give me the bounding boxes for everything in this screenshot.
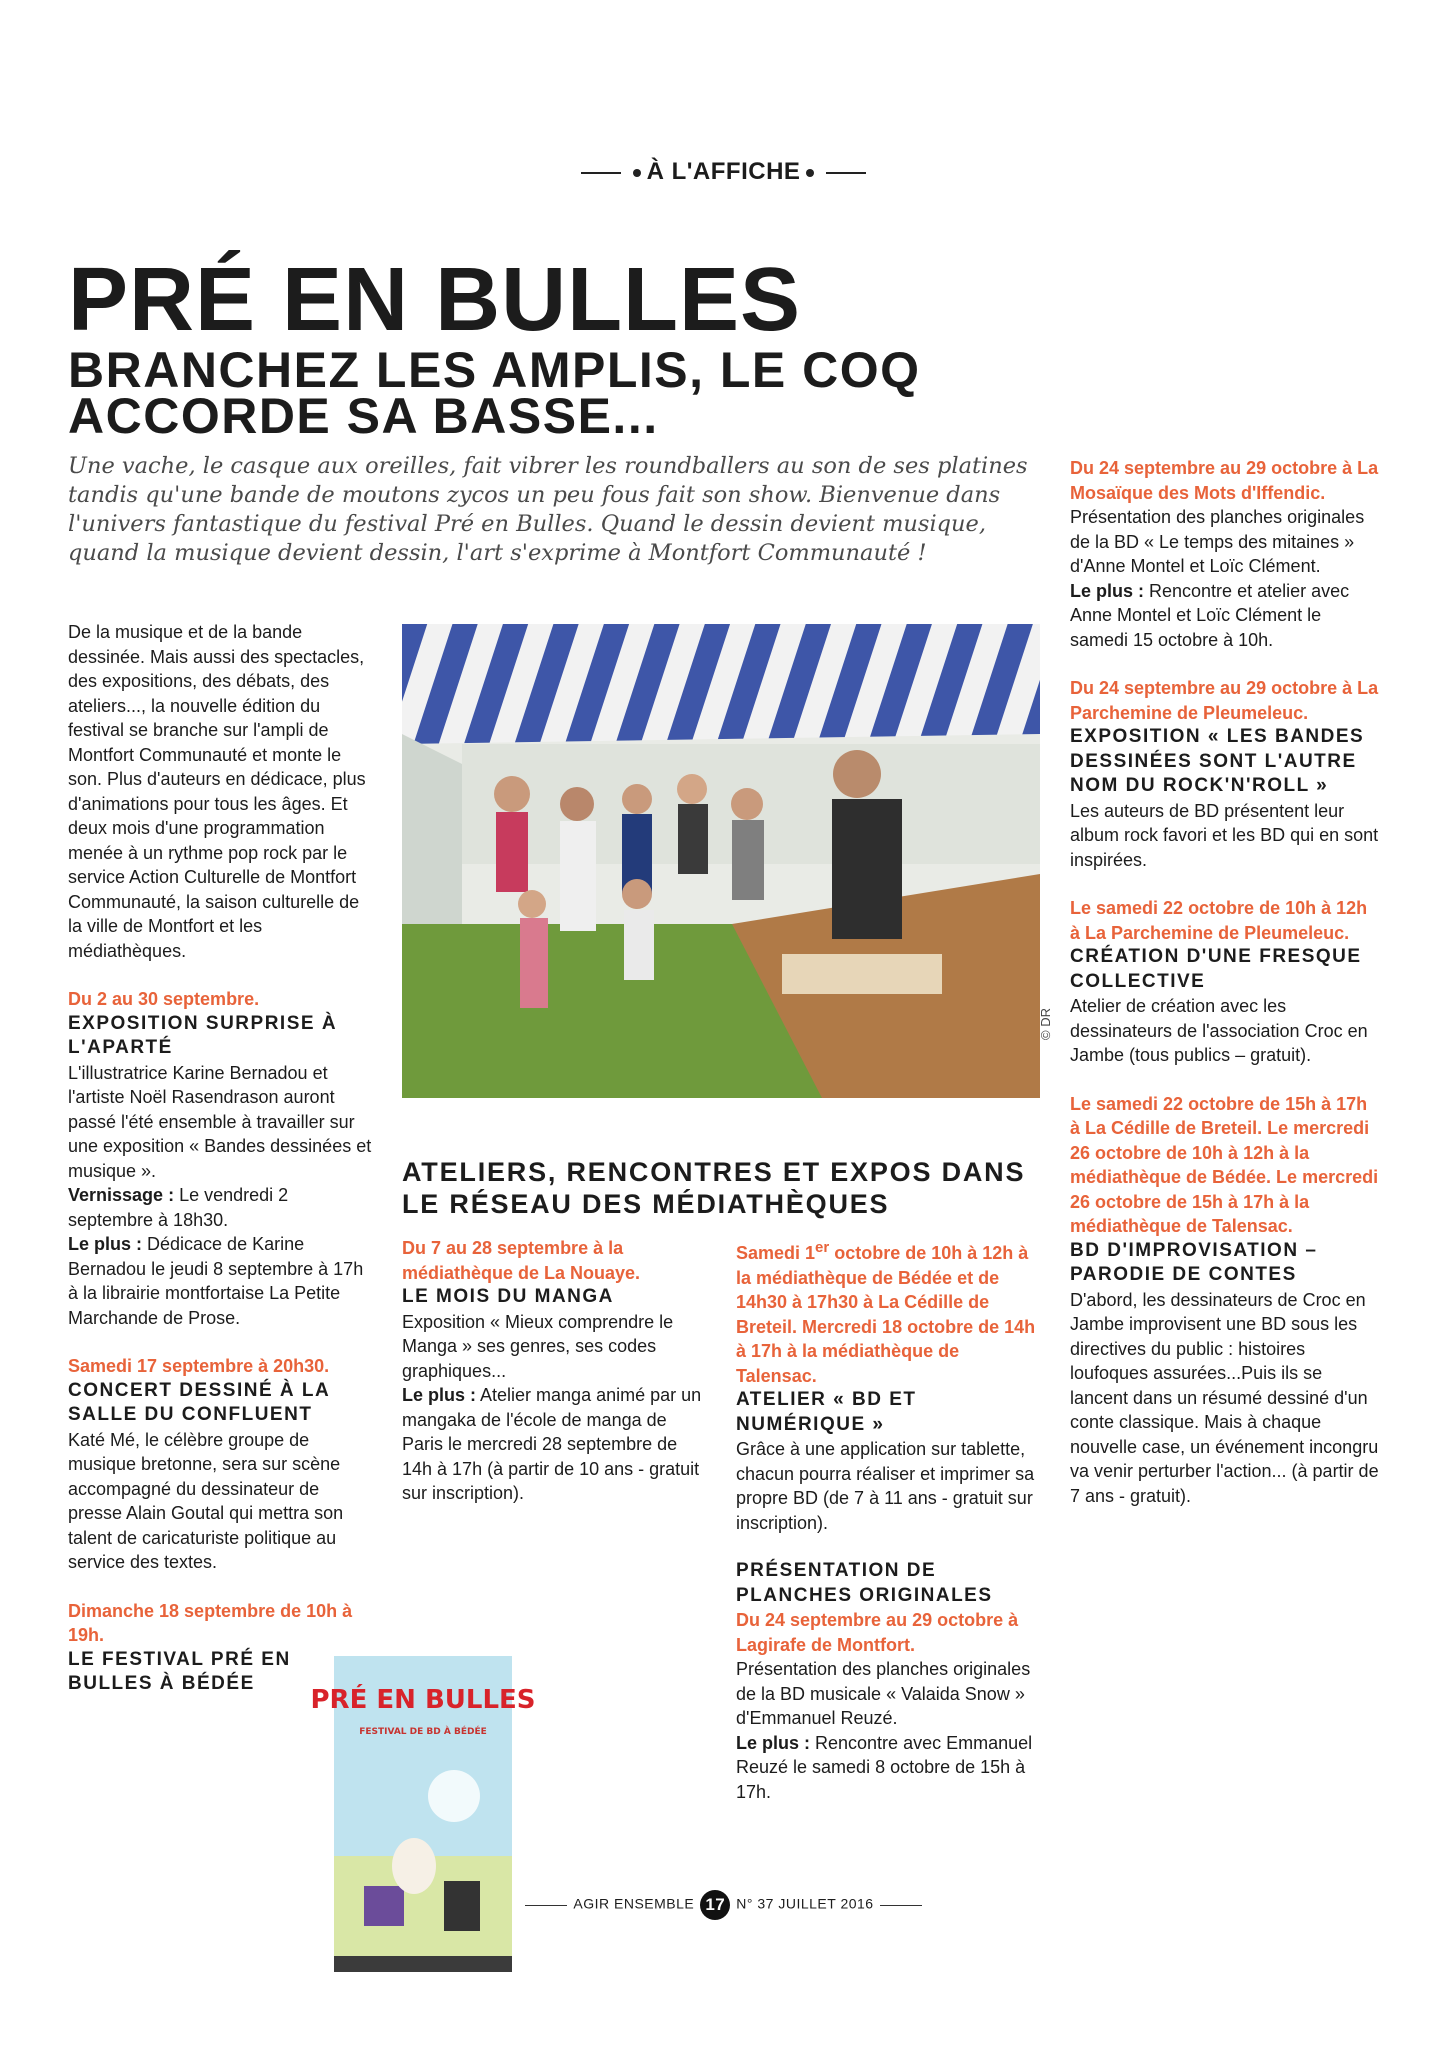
section-tag-label: À L'AFFICHE: [646, 158, 801, 185]
column-3: [736, 1236, 1044, 1804]
plus-label: Le plus :: [402, 1385, 477, 1405]
event-text: Les auteurs de BD présentent leur album rock favori et les BD qui en sont inspirées.: [1070, 800, 1379, 870]
event-heading: LE MOIS DU MANGA: [402, 1286, 614, 1307]
festival-poster: [310, 1656, 536, 1972]
event-heading: CRÉATION D'UNE FRESQUE COLLECTIVE: [1070, 946, 1362, 992]
date-part: Samedi 1: [736, 1243, 816, 1263]
section-heading: ATELIERS, RENCONTRES ET EXPOS DANS LE RÉSEAU DES MÉDIATHÈQUES: [402, 1157, 1026, 1219]
plus-label: Le plus :: [68, 1234, 143, 1254]
column-1: [68, 620, 374, 1697]
event-date: Le samedi 22 octobre de 15h à 17h à La Cédille de Breteil. Le mercredi 26 octobre de 10h à 12h à la médiathèque de Bédée. Le mercredi 26 octobre de 15h à 17h à la médiathèque de Talensac.: [1070, 1093, 1379, 1236]
plus-text: Rencontre avec Emmanuel Reuzé le samedi 8 octobre de 15h à 17h.: [736, 1732, 1033, 1802]
event-date: Du 24 septembre au 29 octobre à La Parchemine de Pleumeleuc.: [1070, 678, 1379, 723]
event-text: D'abord, les dessinateurs de Croc en Jambe improvisent une BD sous les directives du public : histoires loufoques assurées...Puis ils se lancent dans un résumé dessiné d'un conte classique. Mais à chaque nouvelle case, un événement incongru va venir perturber l'action... (à partir de 7 ans - gratuit).: [1070, 1289, 1379, 1506]
divider: [826, 172, 866, 174]
event-date: Dimanche 18 septembre de 10h à 19h.: [68, 1600, 353, 1645]
event-text: Atelier de création avec les dessinateurs de l'association Croc en Jambe (tous publics – gratuit).: [1070, 996, 1368, 1065]
bullet-icon: [806, 169, 814, 177]
column-1-intro: De la musique et de la bande dessinée. Mais aussi des spectacles, des expositions, des débats, des ateliers..., la nouvelle édition du festival se branche sur l'ampli de Montfort Communauté et monte le son. Plus d'auteurs en dédicace, plus d'animations pour tous les âges. Et deux mois d'une programmation menée à un rythme pop rock par le service Action Culturelle de Montfort Communauté, la saison culturelle de la ville de Montfort et les médiathèques.: [68, 622, 366, 961]
vernissage-text: Le vendredi 2 septembre à 18h30.: [68, 1185, 289, 1230]
page-number: 17: [700, 1890, 730, 1920]
divider: [880, 1905, 922, 1906]
event-date: [736, 1236, 1044, 1388]
event-text: L'illustratrice Karine Bernadou et l'artiste Noël Rasendrason auront passé l'été ensemble à travailler sur une exposition « Bandes dessinées et musique ».: [68, 1062, 372, 1181]
plus-text: Rencontre et atelier avec Anne Montel et Loïc Clément le samedi 15 octobre à 10h.: [1070, 580, 1350, 650]
event-date: Du 2 au 30 septembre.: [68, 989, 260, 1009]
divider: [581, 172, 621, 174]
festival-photo: [402, 624, 1040, 1098]
poster-title: PRÉ EN BULLES: [310, 1685, 536, 1715]
event-text: Grâce à une application sur tablette, chacun pourra réaliser et imprimer sa propre BD (de 7 à 11 ans - gratuit sur inscription).: [736, 1439, 1035, 1533]
event-text: Exposition « Mieux comprendre le Manga » ses genres, ses codes graphiques...: [402, 1311, 674, 1381]
event-vernissage: [68, 1183, 374, 1232]
event-heading: CONCERT DESSINÉ À LA SALLE DU CONFLUENT: [68, 1379, 330, 1425]
event-heading: PRÉSENTATION DE PLANCHES ORIGINALES: [736, 1560, 993, 1606]
event-heading: EXPOSITION SURPRISE À L'APARTÉ: [68, 1012, 338, 1058]
event-heading: LE FESTIVAL PRÉ EN BULLES À BÉDÉE: [68, 1648, 291, 1694]
poster-subtitle: FESTIVAL DE BD À BÉDÉE: [359, 1727, 487, 1737]
bullet-icon: [633, 169, 641, 177]
event-date: Du 24 septembre au 29 octobre à Lagirafe de Montfort.: [736, 1610, 1019, 1655]
event-heading: BD D'IMPROVISATION – PARODIE DE CONTES: [1070, 1239, 1318, 1285]
page-subtitle: BRANCHEZ LES AMPLIS, LE COQ ACCORDE SA BASSE...: [68, 342, 921, 444]
footer-issue: N° 37 JUILLET 2016: [736, 1895, 874, 1912]
event-heading: EXPOSITION « LES BANDES DESSINÉES SONT L'AUTRE NOM DU ROCK'N'ROLL »: [1070, 726, 1365, 796]
plus-label: Le plus :: [736, 1732, 811, 1753]
event-plus: [68, 1232, 374, 1330]
plus-label: Le plus :: [1070, 580, 1145, 601]
event-date: Du 7 au 28 septembre à la médiathèque de La Nouaye.: [402, 1238, 641, 1283]
column-4: [1070, 456, 1380, 1508]
column-2: [402, 1236, 712, 1506]
event-heading: ATELIER « BD ET NUMÉRIQUE »: [736, 1389, 917, 1435]
event-text: Katé Mé, le célèbre groupe de musique bretonne, sera sur scène accompagné du dessinateur de presse Alain Goutal qui mettra son talent de caricaturiste politique au service des textes.: [68, 1429, 344, 1572]
date-superscript: er: [815, 1239, 830, 1256]
event-text: Présentation des planches originales de la BD musicale « Valaida Snow » d'Emmanuel Reuzé.: [736, 1659, 1031, 1728]
plus-text: Dédicace de Karine Bernadou le jeudi 8 septembre à 17h à la librairie montfortaise La Petite Marchande de Prose.: [68, 1234, 364, 1328]
date-part: octobre de 10h à 12h à la médiathèque de Bédée et de 14h30 à 17h30 à La Cédille de Breteil. Mercredi 18 octobre de 14h à 17h à la médiathèque de Talensac.: [736, 1243, 1036, 1386]
footer-publication: AGIR ENSEMBLE: [573, 1895, 695, 1912]
page-title: PRÉ EN BULLES: [68, 250, 802, 350]
divider: [525, 1905, 567, 1906]
vernissage-label: Vernissage :: [68, 1185, 175, 1205]
event-date: Le samedi 22 octobre de 10h à 12h à La Parchemine de Pleumeleuc.: [1070, 898, 1368, 943]
page-footer: [0, 1890, 1447, 1920]
intro-paragraph: Une vache, le casque aux oreilles, fait vibrer les roundballers au son de ses platines tandis qu'une bande de moutons zycos un peu fous fait son show. Bienvenue dans l'univers fantastique du festival Pré en Bulles. Quand le dessin devient musique, quand la musique devient dessin, l'art s'exprime à Montfort Communauté !: [68, 453, 1028, 566]
event-date: Samedi 17 septembre à 20h30.: [68, 1356, 330, 1376]
plus-text: Atelier manga animé par un mangaka de l'école de manga de Paris le mercredi 28 septembre de 14h à 17h (à partir de 10 ans - gratuit sur inscription).: [402, 1385, 702, 1503]
event-plus: [1070, 579, 1380, 653]
event-plus: [736, 1731, 1044, 1805]
event-date: Du 24 septembre au 29 octobre à La Mosaïque des Mots d'Iffendic.: [1070, 458, 1379, 503]
photo-credit: © DR: [1038, 1008, 1053, 1040]
event-plus: [402, 1383, 712, 1506]
section-tag: [0, 158, 1447, 186]
event-text: Présentation des planches originales de la BD « Le temps des mitaines » d'Anne Montel et Loïc Clément.: [1070, 507, 1365, 576]
